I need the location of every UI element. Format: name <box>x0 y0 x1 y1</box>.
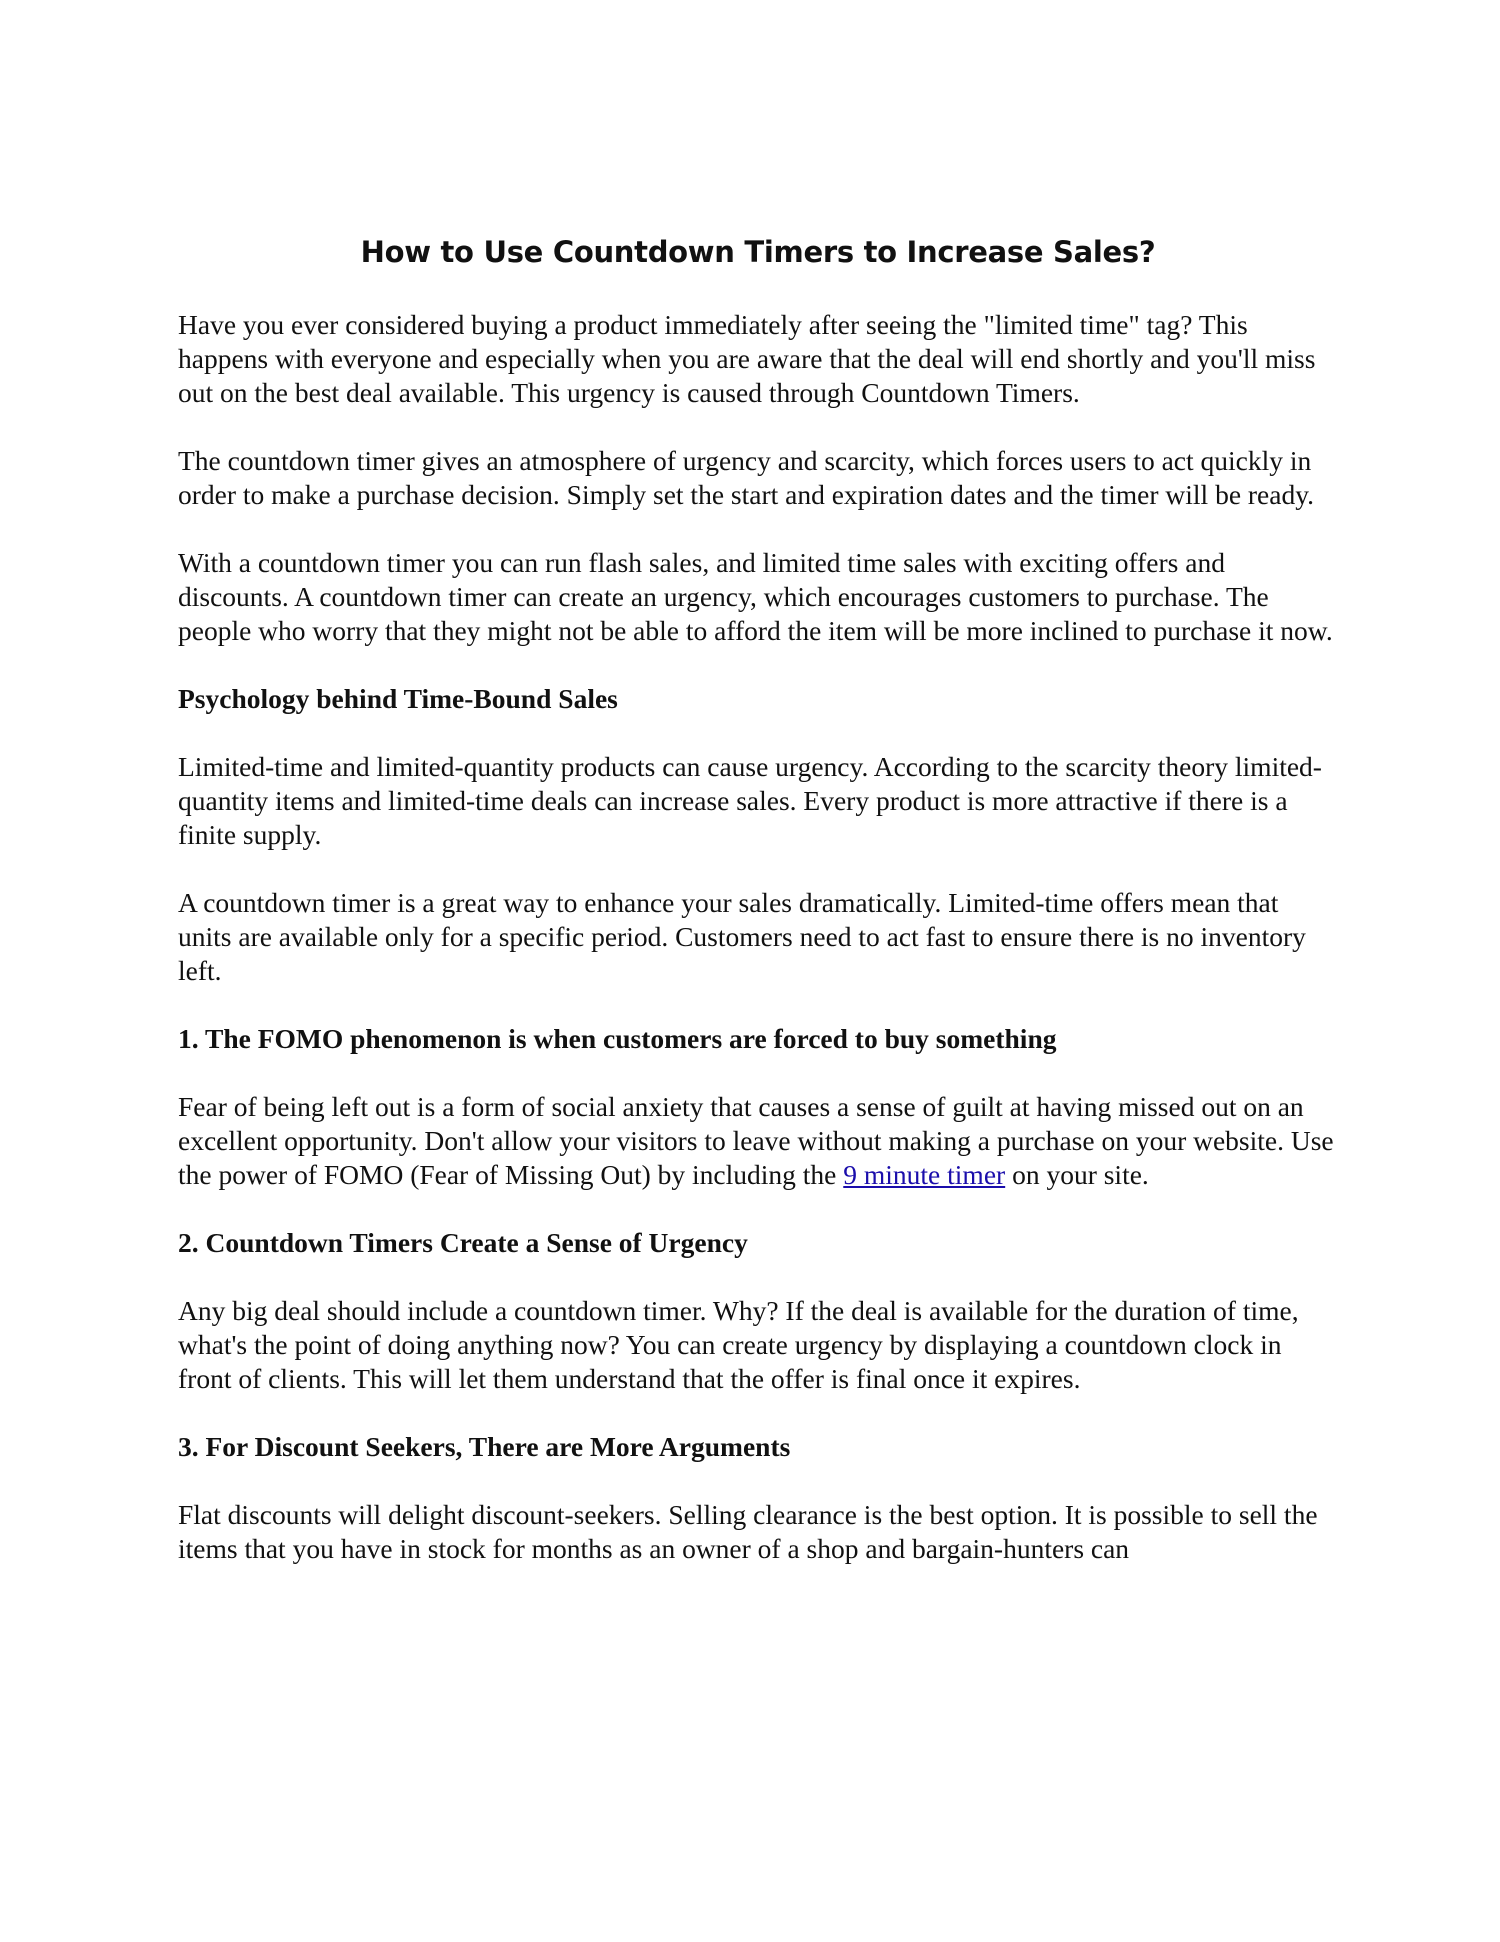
section-1-heading: 1. The FOMO phenomenon is when customers are forced to buy something <box>178 1023 1057 1054</box>
section-2-paragraph: Any big deal should include a countdown timer. Why? If the deal is available for the duration of time, what's the point of doing anything now? You can create urgency by displaying a countdown clock in front of clients. This will let them understand that the offer is final once it expires. <box>178 1295 1299 1394</box>
section-3-paragraph: Flat discounts will delight discount-seekers. Selling clearance is the best option. It is possible to sell the items that you have in stock for months as an owner of a shop and bargain-hunters can <box>178 1499 1318 1564</box>
nine-minute-timer-link[interactable]: 9 minute timer <box>843 1159 1006 1190</box>
psychology-paragraph-1: Limited-time and limited-quantity products can cause urgency. According to the scarcity theory limited-quantity items and limited-time deals can increase sales. Every product is more attractive if there is a finite supply. <box>178 751 1322 850</box>
document-page <box>178 232 1338 1600</box>
section-1-text-before-link: Fear of being left out is a form of social anxiety that causes a sense of guilt at having missed out on an excellent opportunity. Don't allow your visitors to leave without making a purchase on your website. Use the power of FOMO (Fear of Missing Out) by including the <box>178 1091 1334 1190</box>
section-1-text-after-link: on your site. <box>1005 1159 1149 1190</box>
intro-paragraph-1: Have you ever considered buying a product immediately after seeing the "limited time" tag? This happens with everyone and especially when you are aware that the deal will end shortly and you'll miss out on the best deal available. This urgency is caused through Countdown Timers. <box>178 309 1316 408</box>
section-3-heading: 3. For Discount Seekers, There are More Arguments <box>178 1431 791 1462</box>
section-1-paragraph <box>178 1090 1338 1192</box>
psychology-heading: Psychology behind Time-Bound Sales <box>178 683 618 714</box>
intro-paragraph-2: The countdown timer gives an atmosphere of urgency and scarcity, which forces users to act quickly in order to make a purchase decision. Simply set the start and expiration dates and the timer will be ready. <box>178 445 1315 510</box>
psychology-paragraph-2: A countdown timer is a great way to enhance your sales dramatically. Limited-time offers mean that units are available only for a specific period. Customers need to act fast to ensure there is no inventory left. <box>178 887 1306 986</box>
document-title: How to Use Countdown Timers to Increase Sales? <box>360 235 1156 269</box>
section-2-heading: 2. Countdown Timers Create a Sense of Urgency <box>178 1227 748 1258</box>
intro-paragraph-3: With a countdown timer you can run flash sales, and limited time sales with exciting offers and discounts. A countdown timer can create an urgency, which encourages customers to purchase. The people who worry that they might not be able to afford the item will be more inclined to purchase it now. <box>178 547 1333 646</box>
